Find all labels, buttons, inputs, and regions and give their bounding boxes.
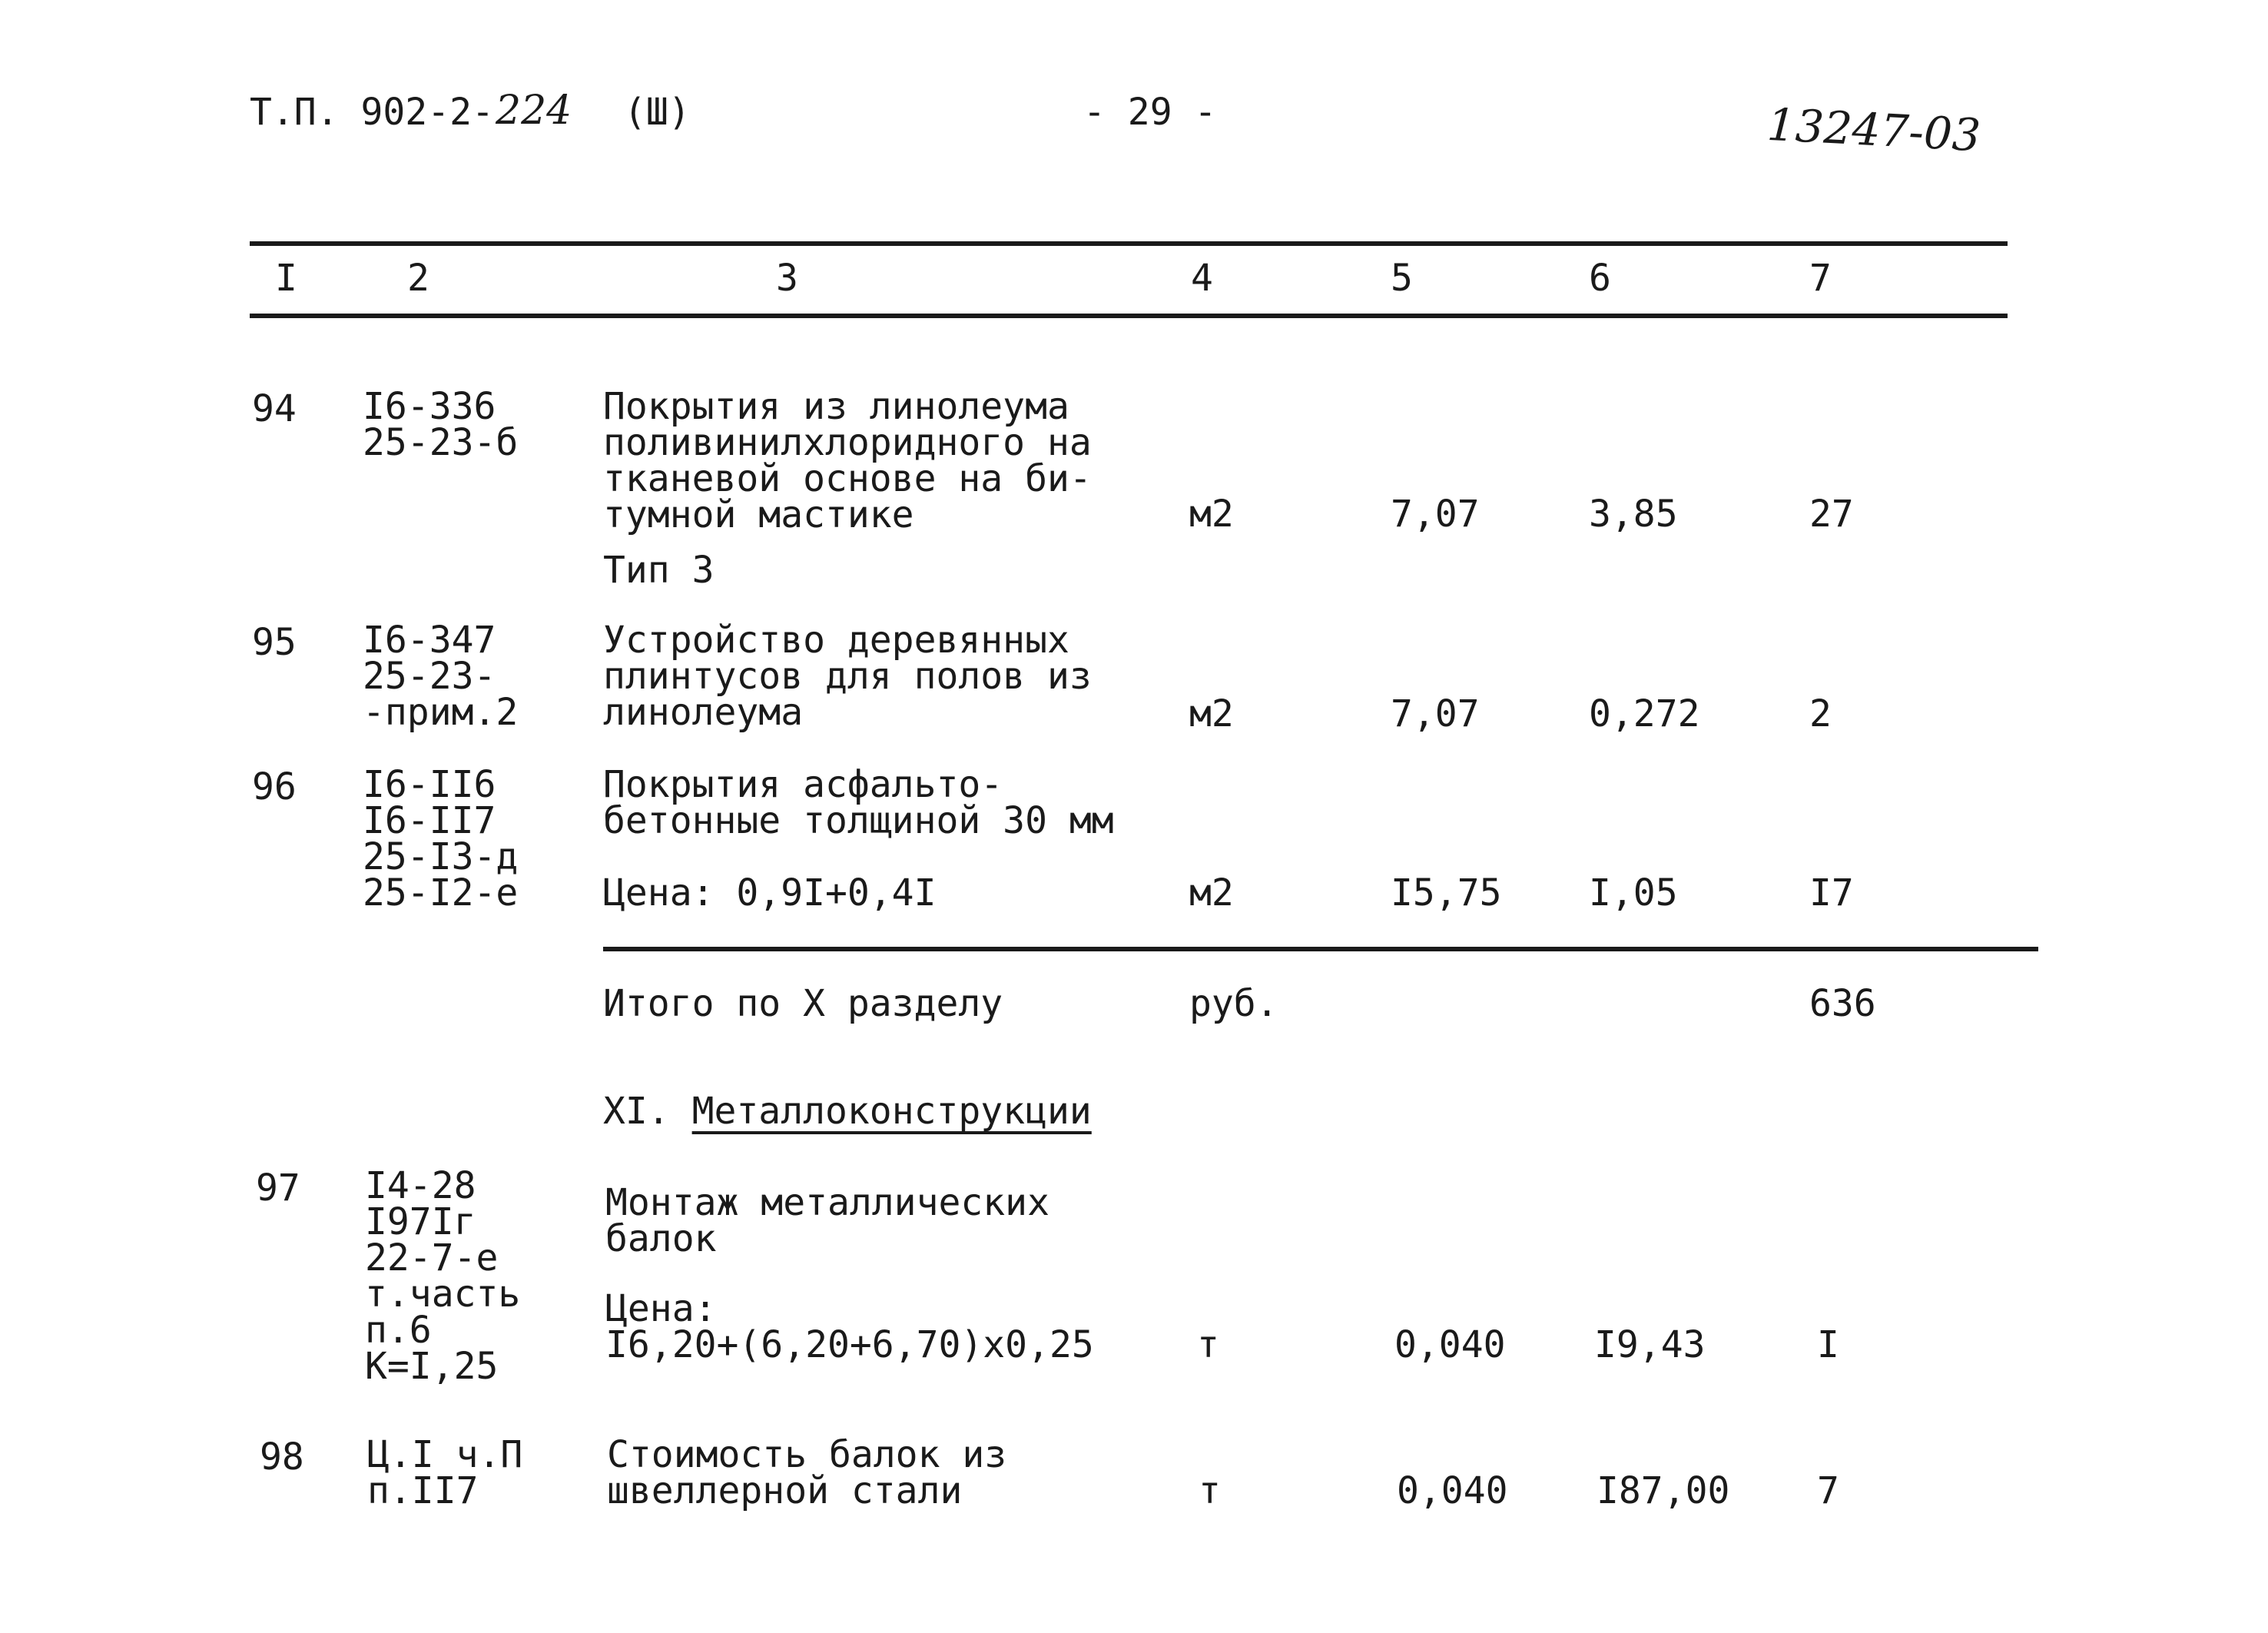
subtotal-unit: руб.: [1189, 982, 1278, 1025]
row-94-qty: 7,07: [1391, 493, 1480, 536]
row-96-codes: [363, 763, 519, 914]
description-line: поливинилхлоридного на: [603, 421, 1092, 464]
code-line: 25-I3-д: [363, 835, 519, 878]
col-header-7: 7: [1809, 257, 1832, 300]
row-94-price: 3,85: [1589, 493, 1678, 536]
code-line: I97Iг: [365, 1200, 476, 1243]
row-95-num: 95: [252, 621, 297, 664]
code-line: I6-II7: [363, 799, 496, 842]
row-97-description: [605, 1181, 1049, 1260]
col-header-4: 4: [1191, 257, 1213, 300]
page-number: - 29 -: [1083, 91, 1217, 134]
row-98-codes: [367, 1433, 523, 1512]
row-94-num: 94: [252, 387, 297, 430]
description-line: Покрытия асфальто-: [603, 763, 1003, 806]
code-line: т.часть: [365, 1273, 521, 1316]
row-96-price: I,05: [1589, 871, 1678, 914]
doc-prefix: Т.П. 902-2-: [250, 91, 494, 134]
description-line: линолеума: [603, 691, 804, 734]
row-97-codes: [365, 1164, 521, 1388]
code-line: I6-II6: [363, 763, 496, 806]
row-95-codes: [363, 619, 519, 734]
code-line: п.6: [365, 1309, 432, 1352]
row-98-price: I87,00: [1597, 1469, 1730, 1512]
row-96-qty: I5,75: [1391, 871, 1502, 914]
row-96-description: [603, 763, 1114, 842]
code-line: К=I,25: [365, 1345, 499, 1388]
code-line: -прим.2: [363, 691, 519, 734]
note-line: I6,20+(6,20+6,70)х0,25: [605, 1323, 1094, 1366]
code-line: 25-23-б: [363, 421, 519, 464]
col-header-3: 3: [776, 257, 798, 300]
code-line: 25-I2-е: [363, 871, 519, 914]
row-98-unit: т: [1199, 1469, 1221, 1512]
row-97-qty: 0,040: [1394, 1323, 1506, 1366]
code-line: 25-23-: [363, 655, 496, 698]
row-94-note: Тип 3: [603, 549, 715, 592]
row-98-description: [607, 1433, 1007, 1512]
row-94-codes: [363, 385, 519, 464]
description-line: тумной мастике: [603, 493, 914, 536]
col-header-6: 6: [1589, 257, 1611, 300]
description-line: Покрытия из линолеума: [603, 385, 1069, 428]
description-line: тканевой основе на би-: [603, 457, 1092, 500]
note-line: Цена:: [605, 1287, 717, 1330]
description-line: швеллерной стали: [607, 1469, 963, 1512]
row-96-unit: м2: [1189, 871, 1234, 914]
section-heading: [603, 1090, 1092, 1133]
description-line: балок: [605, 1217, 717, 1260]
row-97-price: I9,43: [1594, 1323, 1706, 1366]
subtotal-total: 636: [1809, 982, 1876, 1025]
row-96-total: I7: [1809, 871, 1854, 914]
subtotal-rule: [603, 947, 2038, 951]
description-line: Устройство деревянных: [603, 619, 1069, 662]
row-94-unit: м2: [1189, 493, 1234, 536]
row-98-qty: 0,040: [1397, 1469, 1508, 1512]
description-line: бетонные толщиной 30 мм: [603, 799, 1114, 842]
row-98-total: 7: [1817, 1469, 1839, 1512]
doc-number-handwritten: 224: [496, 88, 572, 134]
code-line: I6-347: [363, 619, 496, 662]
section-title: Металлоконструкции: [691, 1090, 1092, 1133]
col-header-2: 2: [407, 257, 429, 300]
code-line: Ц.I ч.П: [367, 1433, 523, 1476]
description-line: Монтаж металлических: [605, 1181, 1049, 1224]
code-line: I6-336: [363, 385, 496, 428]
description-line: плинтусов для полов из: [603, 655, 1092, 698]
section-numeral: XI.: [603, 1090, 670, 1133]
description-line: Стоимость балок из: [607, 1433, 1007, 1476]
row-95-unit: м2: [1189, 692, 1234, 735]
subtotal-label: Итого по Х разделу: [603, 982, 1003, 1025]
archive-number: 13247-03: [1766, 98, 1982, 162]
row-98-num: 98: [260, 1436, 304, 1479]
code-line: п.II7: [367, 1469, 479, 1512]
row-95-qty: 7,07: [1391, 692, 1480, 735]
doc-part: (Ш): [624, 91, 691, 134]
code-line: I4-28: [365, 1164, 476, 1207]
row-96-note: Цена: 0,9I+0,4I: [603, 871, 937, 914]
header-rule-bottom: [250, 314, 2008, 318]
row-95-price: 0,272: [1589, 692, 1700, 735]
row-97-note: [605, 1287, 1094, 1366]
col-header-1: I: [275, 257, 297, 300]
row-97-total: I: [1817, 1323, 1839, 1366]
row-95-total: 2: [1809, 692, 1832, 735]
row-94-description: [603, 385, 1092, 536]
header-rule-top: [250, 241, 2008, 246]
col-header-5: 5: [1391, 257, 1413, 300]
code-line: 22-7-е: [365, 1236, 499, 1280]
row-97-unit: т: [1197, 1323, 1219, 1366]
row-94-total: 27: [1809, 493, 1854, 536]
row-97-num: 97: [256, 1167, 300, 1210]
row-95-description: [603, 619, 1092, 734]
row-96-num: 96: [252, 765, 297, 808]
